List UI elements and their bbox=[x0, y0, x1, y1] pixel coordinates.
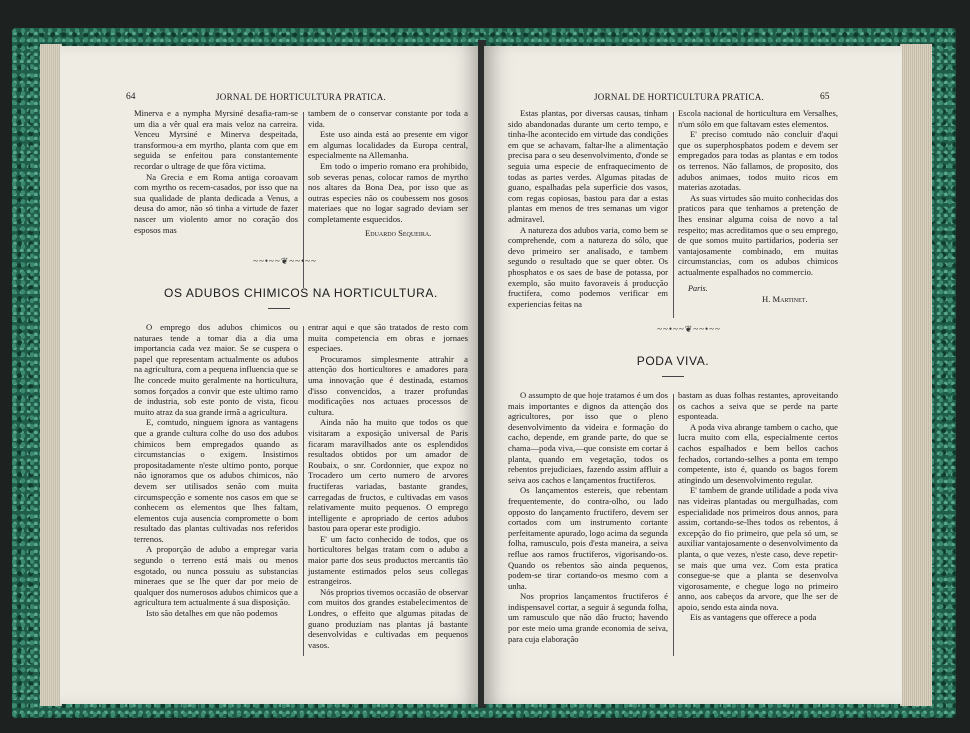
top-column-1 bbox=[134, 108, 298, 235]
paragraph: E' preciso comtudo não concluir d'aqui que os superphosphatos podem e devem ser empregados para todas as plantas e em todos os terrenos. Não fallamos, de proposito, dos adubos animaes, todos muito ricos em materias azotadas. bbox=[678, 129, 838, 193]
body-column-2 bbox=[308, 322, 468, 650]
left-page bbox=[60, 46, 480, 704]
title-rule bbox=[268, 308, 290, 309]
title-rule bbox=[662, 376, 684, 377]
paragraph: bastam as duas folhas restantes, aproveitando os cachos a seiva que se perde na parte esponteada. bbox=[678, 390, 838, 422]
paragraph: Os lançamentos estereis, que rebentam frequentemente, do contra-olho, ou lado opposto do lançamento fructifero, devem ser cortados com um instrumento cortante perfeitamente apurado, logo acima da segunda folha, ramusculo, pois d'esta maneira, a seiva reflue aos ramos fructiferos, vigorisando-os. Quando os rebentos são ainda pequenos, podem-se tirar cortando-os mesmo com a unha. bbox=[508, 485, 668, 591]
paragraph: Procuramos simplesmente attrahir a attenção dos horticultores e amadores para uma innovação que é destinada, estamos d'isso convencidos, a trazer profundas modificações nos actuaes processos de cultura. bbox=[308, 353, 468, 417]
paragraph: Este uso ainda está ao presente em vigor em algumas localidades da Europa central, especialmente na Allemanha. bbox=[308, 129, 468, 161]
paragraph: Em todo o imperio romano era prohibido, sob severas penas, colocar ramos de myrtho nos altares da Bona Dea, por isso que as outras especies não os coubessem nos gosos materiaes que no logar sagrado deviam ser completamente esquecidos. bbox=[308, 160, 468, 224]
top-column-1 bbox=[508, 108, 668, 309]
paragraph: A poda viva abrange tambem o cacho, que lucra muito com ella, especialmente certos cachos espalhados e bem bellos cachos fechados, cortando-selhes a ponta em tempo competente, isto é, quando os bagos forem atingindo um desenvolvimento regular. bbox=[678, 421, 838, 485]
paragraph: As suas virtudes são muito conhecidas dos praticos para que tenhamos a pretenção de lhes ensinar alguma coisa de novo a tal respeito; mas acreditamos que o seu emprego, de que somos muito partidarios, poderia ser vantajosamente combinado, em muitas circumstancias, com os adubos chimicos actualmente espalhados no commercio. bbox=[678, 192, 838, 277]
paragraph: O emprego dos adubos chimicos ou naturaes tende a tomar dia a dia uma importancia cada vez maior. Se se cuspera o papel que representam actualmente os adubos na agricultura, com a pequena influencia que se lhe concede muito geralmente na horticultura, somos forçados a convir que este ultimo ramo de industria, sob este ponto de vista, ficou muito atraz da sua grande irmã a agricultura. bbox=[134, 322, 298, 417]
body-column-1 bbox=[508, 390, 668, 644]
paragraph: Estas plantas, por diversas causas, tinham sido abandonadas durante um certo tempo, e tinha-lhe acontecido em virtude das condições em que se achavam, faltar-lhe a alimentação precisa para o seu desenvolvimento, d'onde se seguia uma especie de enfraquecimento de todas as partes verdes. Algumas pitadas de guano, espalhadas pela superficie dos vasos, com regas copiosas, bastou para dar a estas plantas em menos de tres semanas um vigor admiravel. bbox=[508, 108, 668, 224]
paragraph: O assumpto de que hoje tratamos é um dos mais importantes e dignos da attenção dos agricultores, por isso que o pleno desenvolvimento da videira e formação do cacho, depende, em grande parte, do que se chama—poda viva,—que consiste em cortar á planta, quando em vegetação, todos os rebentos prejudiciaes, fazendo assim affluir a seiva aos cachos e lançamentos fructiferos. bbox=[508, 390, 668, 485]
right-page bbox=[484, 46, 902, 704]
paragraph: entrar aqui e que são tratados de resto com muita competencia em obras e jornaes especiaes. bbox=[308, 322, 468, 354]
dateline-place: Paris. bbox=[688, 284, 708, 293]
page-number: 64 bbox=[126, 92, 136, 102]
top-column-2 bbox=[678, 108, 838, 278]
top-column-2 bbox=[308, 108, 468, 225]
page-number: 65 bbox=[820, 92, 830, 102]
paragraph: Escola nacional de horticultura em Versalhes, n'um sólo em que faltavam estes elementos. bbox=[678, 108, 838, 129]
left-page-edges bbox=[40, 44, 62, 706]
ornament: ~~•~~❦~~•~~ bbox=[253, 256, 317, 266]
paragraph: A natureza dos adubos varia, como bem se comprehende, com a natureza do sólo, que devo primeiro ser analisado, e tambem segundo o resultado que se quer obter. Os phosphatos e os saes de base de potassa, por exemplo, são muito favoraveis á producção fructifera, como podemos verificar em experiencias feitas na bbox=[508, 224, 668, 309]
paragraph: Minerva e a nympha Myrsiné desafia-ram-se um dia a vêr qual era mais veloz na carreira. Venceu Myrsiné e Minerva despeitada, transformou-a em myrtho, planta com que em seguida se enfeitou para constantemente recordar o ultrage de que fôra victima. bbox=[134, 108, 298, 171]
right-page-edges bbox=[900, 44, 932, 706]
paragraph: Na Grecia e em Roma antiga coroavam com myrtho os recem-casados, por isso que na sua qualidade de planta dedicada a Venus, a deusa do amor, não só tinha a virtude de fazer nascer um violento amor no coração dos esposos mas bbox=[134, 171, 298, 235]
signature: Eduardo Sequeira. bbox=[365, 228, 432, 238]
paragraph: Eis as vantagens que offerece a poda bbox=[690, 612, 817, 623]
paragraph: Nós proprios tivemos occasião de observar com muitos dos grandes estabelecimentos de Londres, o effeito que algumas pitadas de guano produziam nas plantas já bastante desenvolvidas e cultivadas em pequenos vasos. bbox=[308, 586, 468, 650]
article-title: PODA VIVA. bbox=[636, 354, 710, 368]
column-rule bbox=[303, 326, 304, 656]
running-head: JORNAL DE HORTICULTURA PRATICA. bbox=[594, 92, 765, 102]
paragraph: Nos proprios lançamentos fructiferos é indispensavel cortar, a seguir á segunda folha, um ramusculo que não dão fructo; havendo por este meio uma grande economia de seiva, para cuja elaboração bbox=[508, 591, 668, 644]
body-column-1 bbox=[134, 322, 298, 619]
paragraph: E, comtudo, ninguem ignora as vantagens que a grande cultura colhe do uso dos adubos chimicos bem empregados quando as circumstancias o exigem. Insistimos propositadamente n'este ultimo ponto, porque não ignoramos que os adubos chimicos, não devem ser utilisados senão com muita circumspecção e somente nos casos em que se conhecem os elementos que lhes faltam, elementos cuja ausencia compromette o bom resultado das plantas cultivadas nos referidos terrenos. bbox=[134, 417, 298, 544]
column-rule bbox=[673, 394, 674, 656]
ornament: ~~•~~❦~~•~~ bbox=[657, 324, 721, 334]
paragraph: E' tambem de grande utilidade a poda viva nas videiras plantadas ou merguIhadas, com especialidade nos primeiros dous annos, para assim, cortando-se-lhes todos os rebentos, á excepção do fio primeiro, que pela só um, se auxiliar vantajosamente o desenvolvimento da planta, o que vezes, n'este caso, deve repetir-se mais que uma vez. Com esta pratica consegue-se que a planta se desenvolva vigorosamente, e chegue logo no primeiro anno, aos cabeços da arvore, que lhe ser de apoio, sendo esta ainda nova. bbox=[678, 485, 838, 612]
running-head: JORNAL DE HORTICULTURA PRATICA. bbox=[216, 92, 387, 102]
paragraph: E' um facto conhecido de todos, que os horticultores belgas tratam com o adubo a maior parte dos seus productos mercantis tão justamente estimados pelos seus collegas estrangeiros. bbox=[308, 533, 468, 587]
paragraph: tambem de o conservar constante por toda a vida. bbox=[308, 108, 468, 129]
paragraph: Isto são detalhes em que não podemos bbox=[146, 608, 278, 619]
body-column-2 bbox=[678, 390, 838, 623]
signature: H. Martinet. bbox=[762, 294, 808, 304]
paragraph: Ainda não ha muito que todos os que visitaram a exposição universal de Paris ficaram maravilhados ante os esplendidos resultados obtidos por um amador de Roubaix, o snr. Cordonnier, que expoz no Trocadero um certo numero de arvores fructiferas variadas, bastante grandes, carregadas de fructos, e cultivadas em vasos relativamente muito pequenos. O emprego intelligente e apropriado de certos adubos bastou para operar este prodigio. bbox=[308, 417, 468, 534]
column-rule bbox=[673, 112, 674, 318]
paragraph: A proporção de adubo a empregar varia segundo o terreno está mais ou menos esgotado, ou nunca possuiu as substancias mineraes que se lhe quer dar por meio de qualquer dos numerosos adubos chimicos que a agricultura tem actualmente á sua disposição. bbox=[134, 544, 298, 608]
article-title: OS ADUBOS CHIMICOS NA HORTICULTURA. bbox=[164, 286, 438, 300]
